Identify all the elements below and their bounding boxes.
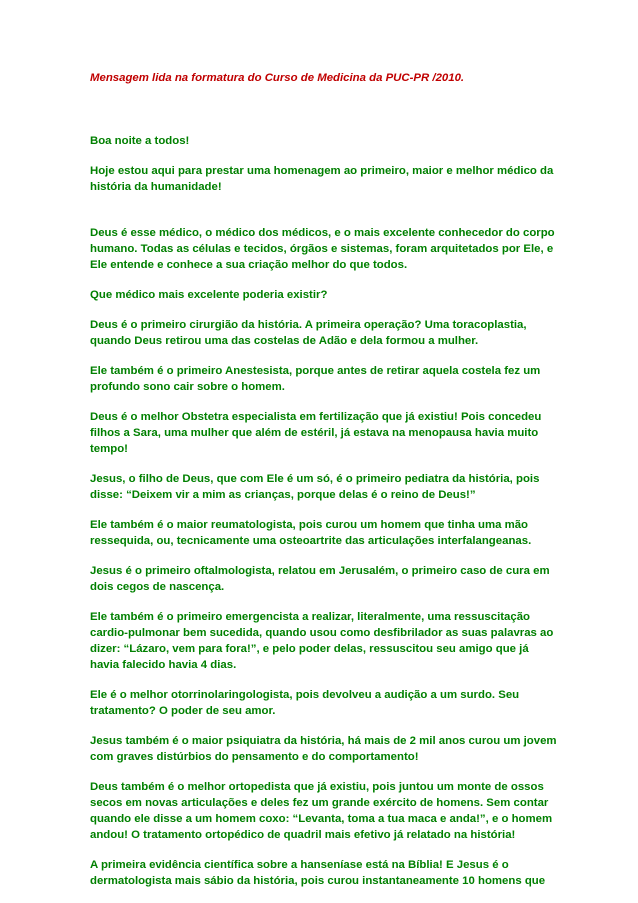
- paragraph: Ele também é o maior reumatologista, pois curou um homem que tinha uma mão ressequida, ou, tecnicamente uma osteoartrite das articulações interfalangeanas.: [90, 519, 532, 547]
- paragraph: Deus é o primeiro cirurgião da história. A primeira operação? Uma toracoplastia, quando Deus retirou uma das costelas de Adão e dela formou a mulher.: [90, 319, 527, 347]
- paragraph: Jesus, o filho de Deus, que com Ele é um só, é o primeiro pediatra da história, pois disse: “Deixem vir a mim as crianças, porque delas é o reino de Deus!”: [90, 473, 540, 501]
- paragraph: Deus é esse médico, o médico dos médicos, e o mais excelente conhecedor do corpo humano. Todas as células e tecidos, órgãos e sistemas, foram arquitetados por Ele, e Ele entende e conhece a sua criação melhor do que todos.: [90, 227, 555, 271]
- paragraph: Ele também é o primeiro emergencista a realizar, literalmente, uma ressuscitação cardio-pulmonar bem sucedida, quando usou como desfibrilador as suas palavras ao dizer: “Lázaro, vem para fora!”, e pelo poder delas, ressuscitou seu amigo que já havia falecido havia 4 dias.: [90, 611, 554, 671]
- paragraph: Que médico mais excelente poderia existir?: [90, 289, 328, 301]
- paragraph: Ele é o melhor otorrinolaringologista, pois devolveu a audição a um surdo. Seu tratamento? O poder de seu amor.: [90, 689, 520, 717]
- paragraph: Jesus é o primeiro oftalmologista, relatou em Jerusalém, o primeiro caso de cura em dois cegos de nascença.: [90, 565, 550, 593]
- paragraph: Jesus também é o maior psiquiatra da história, há mais de 2 mil anos curou um jovem com graves distúrbios do pensamento e do comportamento!: [90, 735, 557, 763]
- paragraph: Deus também é o melhor ortopedista que já existiu, pois juntou um monte de ossos secos em novas articulações e deles fez um grande exército de homens. Sem contar quando ele disse a um homem coxo: “Levanta, toma a tua maca e anda!”, e o homem andou! O tratamento ortopédico de quadril mais efetivo já relatado na história!: [90, 781, 553, 841]
- paragraph: Ele também é o primeiro Anestesista, porque antes de retirar aquela costela fez um profundo sono cair sobre o homem.: [90, 365, 541, 393]
- paragraph: A primeira evidência científica sobre a hanseníase está na Bíblia! E Jesus é o dermatologista mais sábio da história, pois curou instantaneamente 10 homens que: [90, 859, 546, 887]
- document-body: [90, 133, 560, 903]
- document-title: Mensagem lida na formatura do Curso de Medicina da PUC-PR /2010.: [90, 72, 465, 84]
- paragraph-intro: Hoje estou aqui para prestar uma homenagem ao primeiro, maior e melhor médico da história da humanidade!: [90, 165, 554, 193]
- paragraph: Deus é o melhor Obstetra especialista em fertilização que já existiu! Pois concedeu filhos a Sara, uma mulher que além de estéril, já estava na menopausa havia muito tempo!: [90, 411, 542, 455]
- paragraph-greeting: Boa noite a todos!: [90, 135, 190, 147]
